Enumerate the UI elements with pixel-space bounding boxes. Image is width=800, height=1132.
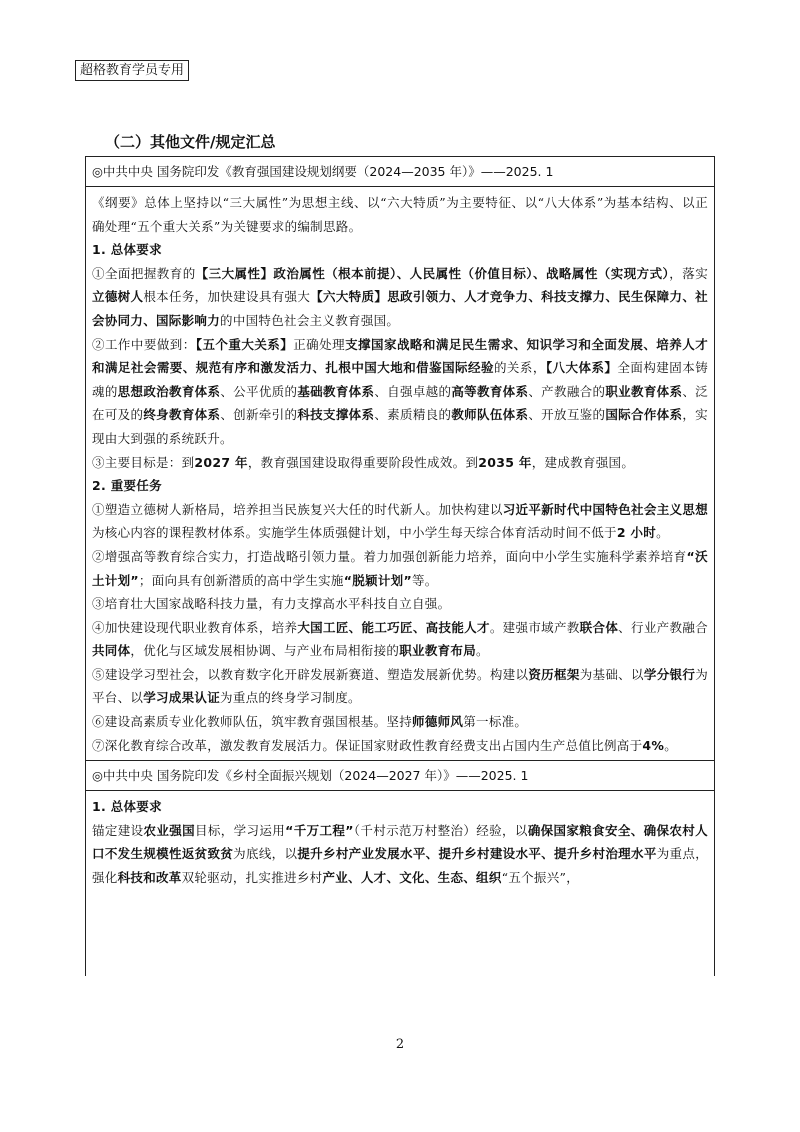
paragraph-rural-overview: 锚定建设农业强国目标，学习运用“千万工程”（千村示范万村整治）经验，以确保国家粮食安全、确保农村人口不发生规模性返贫致贫为底线，以提升乡村产业发展水平、提升乡村建设水平、提升乡村治理水平为重点，强化科技和改革双轮驱动，扎实推进乡村产业、人才、文化、生态、组织“五个振兴”， [92,822,708,886]
doc-body-education [86,186,714,760]
doc-header-education [86,157,714,186]
doc-title: ◎中共中央 国务院印发《教育强国建设规划纲要（2024—2035 年）》——2025. 1 [92,164,554,179]
task-item: ①塑造立德树人新格局，培养担当民族复兴大任的时代新人。加快构建以习近平新时代中国特色社会主义思想为核心内容的课程教材体系。实施学生体质强健计划，中小学生每天综合体育活动时间不低于2 小时。 [92,501,708,541]
page-number: 2 [395,1037,405,1052]
paragraph-five-relations: ②工作中要做到：【五个重大关系】正确处理支撑国家战略和满足民生需求、知识学习和全面发展、培养人才和满足社会需要、规范有序和激发活力、扎根中国大地和借鉴国际经验的关系，【八大体系】全面构建固本铸魂的思想政治教育体系、公平优质的基础教育体系、自强卓越的高等教育体系、产教融合的职业教育体系、泛在可及的终身教育体系、创新牵引的科技支撑体系、素质精良的教师队伍体系、开放互鉴的国际合作体系，实现由大到强的系统跃升。 [92,336,709,446]
task-item: ⑦深化教育综合改革，激发教育发展活力。保证国家财政性教育经费支出占国内生产总值比例高于4%。 [92,737,678,753]
task-item: ④加快建设现代职业教育体系，培养大国工匠、能工巧匠、高技能人才。建强市域产教联合体、行业产教融合共同体，优化与区域发展相协调、与产业布局相衔接的职业教育布局。 [92,619,708,659]
task-item: ⑤建设学习型社会，以教育数字化开辟发展新赛道、塑造发展新优势。构建以资历框架为基础、以学分银行为平台、以学习成果认证为重点的终身学习制度。 [92,666,709,706]
doc-body-rural [86,790,714,892]
doc-title: ◎中共中央 国务院印发《乡村全面振兴规划（2024—2027 年）》——2025. 1 [92,768,529,784]
heading-general-requirements: 1. 总体要求 [92,242,162,258]
doc-header-rural [86,760,714,790]
section-title: （二）其他文件/规定汇总 [105,133,276,151]
paragraph-main-goals: ③主要目标是：到2027 年，教育强国建设取得重要阶段性成效。到2035 年，建成教育强国。 [92,454,635,470]
heading-key-tasks: 2. 重要任务 [92,478,162,494]
summary-table [85,156,715,976]
intro-paragraph: 《纲要》总体上坚持以“三大属性”为思想主线、以“六大特质”为主要特征、以“八大体系”为基本结构、以正确处理“五个重大关系”为关键要求的编制思路。 [92,195,708,234]
paragraph-three-attributes: ①全面把握教育的【三大属性】政治属性（根本前提）、人民属性（价值目标）、战略属性（实现方式），落实立德树人根本任务，加快建设具有强大【六大特质】思政引领力、人才竞争力、科技支撑力、民生保障力、社会协同力、国际影响力的中国特色社会主义教育强国。 [92,265,708,328]
task-item: ②增强高等教育综合实力，打造战略引领力量。着力加强创新能力培养，面向中小学生实施科学素养培育“沃土计划”；面向具有创新潜质的高中学生实施“脱颖计划”等。 [92,548,708,588]
task-item: ③培育壮大国家战略科技力量，有力支撑高水平科技自立自强。 [92,596,451,612]
watermark-stamp: 超格教育学员专用 [75,60,189,81]
task-item: ⑥建设高素质专业化教师队伍，筑牢教育强国根基。坚持师德师风第一标准。 [92,714,528,730]
heading-general-requirements: 1. 总体要求 [92,799,162,815]
